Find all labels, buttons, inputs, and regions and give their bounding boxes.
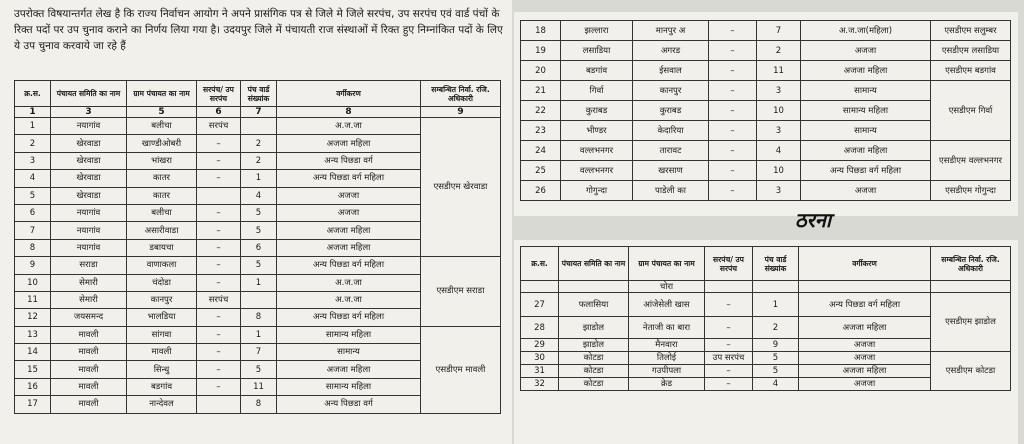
classification-cell: अ.ज.जा: [277, 274, 421, 291]
table-row: [521, 41, 1011, 61]
ward-cell: 2: [753, 317, 799, 339]
post-cell: सरपंच: [197, 291, 241, 308]
gram-panchayat-cell: कातर: [127, 187, 197, 204]
classification-cell: अजजा महिला: [799, 317, 931, 339]
table-row: [521, 352, 1011, 365]
samiti-cell: मावली: [51, 326, 127, 343]
right-top-page: [514, 12, 1018, 216]
samiti-cell: कुराबड: [561, 101, 633, 121]
header-row: [15, 81, 501, 107]
ward-cell: 11: [241, 378, 277, 395]
samiti-cell: झाडोल: [559, 339, 629, 352]
post-cell: –: [197, 326, 241, 343]
empty-cell: [521, 281, 559, 293]
post-cell: –: [197, 135, 241, 152]
right-bottom-table: [520, 246, 1011, 391]
samiti-cell: खेरवाडा: [51, 135, 127, 152]
ward-cell: 3: [757, 121, 801, 141]
post-cell: –: [705, 293, 753, 317]
gram-panchayat-cell: खाण्डीओबरी: [127, 135, 197, 152]
classification-cell: अजजा महिला: [799, 365, 931, 378]
post-cell: –: [705, 378, 753, 391]
ward-cell: 2: [241, 152, 277, 169]
serial-cell: 4: [15, 170, 51, 187]
classification-cell: अजजा: [801, 41, 931, 61]
ward-cell: [241, 291, 277, 308]
samiti-cell: झाडोल: [559, 317, 629, 339]
classification-cell: अजजा महिला: [801, 61, 931, 81]
gram-panchayat-cell: कानपुर: [127, 291, 197, 308]
gram-panchayat-cell: नान्देवल: [127, 396, 197, 413]
ward-cell: 11: [757, 61, 801, 81]
classification-cell: अजजा महिला: [801, 141, 931, 161]
col-header: क्र.स.: [521, 247, 559, 281]
gram-panchayat-cell: पाडेली का: [633, 181, 709, 201]
gram-panchayat-cell: कुराबड: [633, 101, 709, 121]
col-header: पंच वार्ड संख्यांक: [241, 81, 277, 107]
gram-panchayat-cell: आंजेसेली खास: [629, 293, 705, 317]
post-cell: –: [709, 101, 757, 121]
post-cell: –: [705, 317, 753, 339]
classification-cell: सामान्य महिला: [277, 326, 421, 343]
col-header: पंच वार्ड संख्यांक: [753, 247, 799, 281]
ward-cell: [241, 118, 277, 135]
officer-cell: एसडीएम मावली: [421, 326, 501, 413]
left-table: [14, 80, 501, 414]
header-row: [521, 247, 1011, 281]
officer-cell: एसडीएम वल्लभनगर: [931, 141, 1011, 181]
table-row: [15, 257, 501, 274]
samiti-cell: गोगुन्दा: [561, 181, 633, 201]
post-cell: –: [197, 274, 241, 291]
post-cell: –: [197, 361, 241, 378]
classification-cell: अजजा: [799, 378, 931, 391]
gram-panchayat-cell: क्रेड: [629, 378, 705, 391]
ward-cell: 3: [757, 81, 801, 101]
classification-cell: सामान्य महिला: [801, 101, 931, 121]
col-header: सरपंच/ उप सरपंच: [705, 247, 753, 281]
col-number: 8: [277, 107, 421, 118]
post-cell: –: [197, 170, 241, 187]
ward-cell: 5: [753, 365, 799, 378]
samiti-cell: नयागांव: [51, 239, 127, 256]
classification-cell: अजजा महिला: [277, 239, 421, 256]
col-header: वर्गीकरण: [277, 81, 421, 107]
samiti-cell: नयागांव: [51, 118, 127, 135]
ward-cell: 4: [753, 378, 799, 391]
ward-cell: 1: [241, 326, 277, 343]
post-cell: –: [705, 365, 753, 378]
col-number: 7: [241, 107, 277, 118]
gram-panchayat-cell: बलीचा: [127, 204, 197, 221]
post-cell: –: [197, 152, 241, 169]
classification-cell: सामान्य महिला: [277, 378, 421, 395]
gram-panchayat-cell: डबायचा: [127, 239, 197, 256]
serial-cell: 10: [15, 274, 51, 291]
col-header: पंचायत समिति का नाम: [51, 81, 127, 107]
ward-cell: 10: [757, 101, 801, 121]
classification-cell: अजजा: [277, 187, 421, 204]
col-header: वर्गीकरण: [799, 247, 931, 281]
col-header: सम्बन्धित निर्वा. रजि. अधिकारी: [931, 247, 1011, 281]
ward-cell: 1: [241, 170, 277, 187]
signature: ठरना: [795, 208, 832, 232]
serial-cell: 23: [521, 121, 561, 141]
serial-cell: 7: [15, 222, 51, 239]
post-cell: –: [197, 309, 241, 326]
samiti-cell: मावली: [51, 361, 127, 378]
samiti-cell: फलासिया: [559, 293, 629, 317]
ward-cell: 5: [241, 361, 277, 378]
gram-panchayat-cell: बलीचा: [127, 118, 197, 135]
classification-cell: अन्य पिछडा वर्ग महिला: [277, 257, 421, 274]
gram-panchayat-cell: मावली: [127, 344, 197, 361]
samiti-cell: खेरवाडा: [51, 187, 127, 204]
samiti-cell: सेमारी: [51, 274, 127, 291]
classification-cell: अ.ज.जा: [277, 291, 421, 308]
post-cell: –: [197, 378, 241, 395]
classification-cell: अजजा: [799, 339, 931, 352]
serial-cell: 12: [15, 309, 51, 326]
empty-cell: [705, 281, 753, 293]
samiti-cell: मावली: [51, 378, 127, 395]
serial-cell: 3: [15, 152, 51, 169]
serial-cell: 13: [15, 326, 51, 343]
ward-cell: 1: [753, 293, 799, 317]
post-cell: –: [709, 181, 757, 201]
serial-cell: 32: [521, 378, 559, 391]
samiti-cell: झल्लारा: [561, 21, 633, 41]
samiti-cell: कोटडा: [559, 378, 629, 391]
ward-cell: 7: [757, 21, 801, 41]
serial-cell: 15: [15, 361, 51, 378]
gram-panchayat-cell: ईसवाल: [633, 61, 709, 81]
samiti-cell: नयागांव: [51, 222, 127, 239]
right-top-table: [520, 20, 1011, 201]
ward-cell: 2: [757, 41, 801, 61]
ward-cell: 4: [241, 187, 277, 204]
serial-cell: 25: [521, 161, 561, 181]
col-header: क्र.स.: [15, 81, 51, 107]
serial-cell: 16: [15, 378, 51, 395]
samiti-cell: वल्लभनगर: [561, 141, 633, 161]
table-row: [521, 61, 1011, 81]
classification-cell: अन्य पिछडा वर्ग: [277, 396, 421, 413]
post-cell: –: [197, 204, 241, 221]
gram-panchayat-cell: केदारिया: [633, 121, 709, 141]
serial-cell: 17: [15, 396, 51, 413]
samiti-cell: गिर्वा: [561, 81, 633, 101]
officer-cell: एसडीएम झाडोल: [931, 293, 1011, 352]
col-number: 3: [51, 107, 127, 118]
classification-cell: अजजा: [799, 352, 931, 365]
serial-cell: 19: [521, 41, 561, 61]
col-header: सरपंच/ उप सरपंच: [197, 81, 241, 107]
column-number-row: [15, 107, 501, 118]
col-header: पंचायत समिति का नाम: [559, 247, 629, 281]
classification-cell: अन्य पिछडा वर्ग महिला: [277, 309, 421, 326]
officer-cell: एसडीएम सराडा: [421, 257, 501, 327]
officer-cell: एसडीएम सलुम्बर: [931, 21, 1011, 41]
right-bottom-page: [514, 240, 1018, 444]
officer-cell: एसडीएम गोगुन्दा: [931, 181, 1011, 201]
post-cell: –: [709, 41, 757, 61]
empty-cell: [799, 281, 931, 293]
gram-panchayat-cell: कातर: [127, 170, 197, 187]
gram-panchayat-cell: मानपुर अ: [633, 21, 709, 41]
officer-cell: एसडीएम कोटडा: [931, 352, 1011, 391]
samiti-cell: बडगांव: [561, 61, 633, 81]
gram-panchayat-cell: सांगवा: [127, 326, 197, 343]
post-cell: –: [197, 257, 241, 274]
gram-panchayat-cell: अगरड: [633, 41, 709, 61]
empty-cell: [753, 281, 799, 293]
post-cell: –: [197, 344, 241, 361]
table-row: [521, 293, 1011, 317]
ward-cell: 4: [757, 141, 801, 161]
serial-cell: 14: [15, 344, 51, 361]
classification-cell: अ.ज.जा: [277, 118, 421, 135]
ward-cell: 3: [757, 181, 801, 201]
serial-cell: 6: [15, 204, 51, 221]
officer-cell: एसडीएम गिर्वा: [931, 81, 1011, 141]
ward-cell: 5: [241, 222, 277, 239]
gram-panchayat-cell: चोरा: [629, 281, 705, 293]
classification-cell: अ.ज.जा(महिला): [801, 21, 931, 41]
post-cell: [197, 396, 241, 413]
classification-cell: अजजा: [277, 204, 421, 221]
serial-cell: 24: [521, 141, 561, 161]
col-number: 9: [421, 107, 501, 118]
post-cell: –: [709, 161, 757, 181]
intro-paragraph: उपरोक्त विषयान्तर्गत लेख है कि राज्य निर्वाचन आयोग ने अपने प्रासंगिक पत्र से जिले मे जिले सरपंच, उप सरपंच एवं वार्ड पंचों के रिक्त पदों पर उप चुनाव कराने का निर्णय लिया गया है। उदयपुर जिले में पंचायती राज संस्थाओं में रिक्त हुए निम्नांकित पदों के लिए ये उप चुनाव करवाये जा रहे हैं: [14, 8, 503, 52]
serial-cell: 8: [15, 239, 51, 256]
post-cell: उप सरपंच: [705, 352, 753, 365]
table-row: [521, 181, 1011, 201]
post-cell: –: [709, 141, 757, 161]
post-cell: –: [709, 81, 757, 101]
samiti-cell: भीण्डर: [561, 121, 633, 141]
ward-cell: 9: [753, 339, 799, 352]
col-header: ग्राम पंचायत का नाम: [127, 81, 197, 107]
serial-cell: 2: [15, 135, 51, 152]
table-row: [521, 281, 1011, 293]
samiti-cell: लसाडिया: [561, 41, 633, 61]
ward-cell: 5: [241, 204, 277, 221]
col-header: ग्राम पंचायत का नाम: [629, 247, 705, 281]
samiti-cell: कोटडा: [559, 365, 629, 378]
post-cell: –: [709, 121, 757, 141]
post-cell: –: [705, 339, 753, 352]
empty-cell: [931, 281, 1011, 293]
serial-cell: 28: [521, 317, 559, 339]
gram-panchayat-cell: असारीवाडा: [127, 222, 197, 239]
serial-cell: 29: [521, 339, 559, 352]
ward-cell: 5: [753, 352, 799, 365]
ward-cell: 1: [241, 274, 277, 291]
ward-cell: 7: [241, 344, 277, 361]
serial-cell: 22: [521, 101, 561, 121]
ward-cell: 8: [241, 396, 277, 413]
officer-cell: एसडीएम खेरवाडा: [421, 118, 501, 257]
classification-cell: सामान्य: [801, 121, 931, 141]
classification-cell: अजजा: [801, 181, 931, 201]
gram-panchayat-cell: बडगांव: [127, 378, 197, 395]
serial-cell: 27: [521, 293, 559, 317]
serial-cell: 5: [15, 187, 51, 204]
serial-cell: 20: [521, 61, 561, 81]
col-number: 6: [197, 107, 241, 118]
officer-cell: एसडीएम बडगांव: [931, 61, 1011, 81]
post-cell: –: [709, 21, 757, 41]
serial-cell: 18: [521, 21, 561, 41]
samiti-cell: खेरवाडा: [51, 170, 127, 187]
table-row: [521, 141, 1011, 161]
empty-cell: [559, 281, 629, 293]
samiti-cell: मावली: [51, 344, 127, 361]
ward-cell: 10: [757, 161, 801, 181]
samiti-cell: सराडा: [51, 257, 127, 274]
officer-cell: एसडीएम लसाडिया: [931, 41, 1011, 61]
samiti-cell: जयसमन्द: [51, 309, 127, 326]
post-cell: –: [709, 61, 757, 81]
gram-panchayat-cell: भांखरा: [127, 152, 197, 169]
gram-panchayat-cell: चंदोडा: [127, 274, 197, 291]
classification-cell: सामान्य: [277, 344, 421, 361]
ward-cell: 2: [241, 135, 277, 152]
table-row: [521, 81, 1011, 101]
gram-panchayat-cell: वाणाकला: [127, 257, 197, 274]
gram-panchayat-cell: खरसाण: [633, 161, 709, 181]
serial-cell: 1: [15, 118, 51, 135]
samiti-cell: सेमारी: [51, 291, 127, 308]
serial-cell: 26: [521, 181, 561, 201]
serial-cell: 31: [521, 365, 559, 378]
ward-cell: 6: [241, 239, 277, 256]
serial-cell: 30: [521, 352, 559, 365]
classification-cell: अन्य पिछडा वर्ग महिला: [799, 293, 931, 317]
samiti-cell: कोटडा: [559, 352, 629, 365]
samiti-cell: मावली: [51, 396, 127, 413]
ward-cell: 5: [241, 257, 277, 274]
table-row: [521, 21, 1011, 41]
serial-cell: 11: [15, 291, 51, 308]
gram-panchayat-cell: भालडिया: [127, 309, 197, 326]
samiti-cell: नयागांव: [51, 204, 127, 221]
gram-panchayat-cell: नेताजी का बारा: [629, 317, 705, 339]
samiti-cell: वल्लभनगर: [561, 161, 633, 181]
gram-panchayat-cell: तिलोई: [629, 352, 705, 365]
classification-cell: अजजा महिला: [277, 135, 421, 152]
gram-panchayat-cell: कानपुर: [633, 81, 709, 101]
serial-cell: 21: [521, 81, 561, 101]
classification-cell: अन्य पिछडा वर्ग महिला: [801, 161, 931, 181]
gram-panchayat-cell: गउपीपला: [629, 365, 705, 378]
classification-cell: अन्य पिछडा वर्ग: [277, 152, 421, 169]
post-cell: सरपंच: [197, 118, 241, 135]
gram-panchayat-cell: तारावट: [633, 141, 709, 161]
table-row: [15, 326, 501, 343]
classification-cell: सामान्य: [801, 81, 931, 101]
post-cell: –: [197, 222, 241, 239]
table-row: [15, 118, 501, 135]
post-cell: –: [197, 239, 241, 256]
col-number: 1: [15, 107, 51, 118]
samiti-cell: खेरवाडा: [51, 152, 127, 169]
gram-panchayat-cell: सिन्धु: [127, 361, 197, 378]
serial-cell: 9: [15, 257, 51, 274]
ward-cell: 8: [241, 309, 277, 326]
col-header: सम्बन्धित निर्वा. रजि. अधिकारी: [421, 81, 501, 107]
classification-cell: अजजा महिला: [277, 361, 421, 378]
gram-panchayat-cell: मैनवारा: [629, 339, 705, 352]
post-cell: [197, 187, 241, 204]
col-number: 5: [127, 107, 197, 118]
classification-cell: अजजा महिला: [277, 222, 421, 239]
classification-cell: अन्य पिछडा वर्ग महिला: [277, 170, 421, 187]
